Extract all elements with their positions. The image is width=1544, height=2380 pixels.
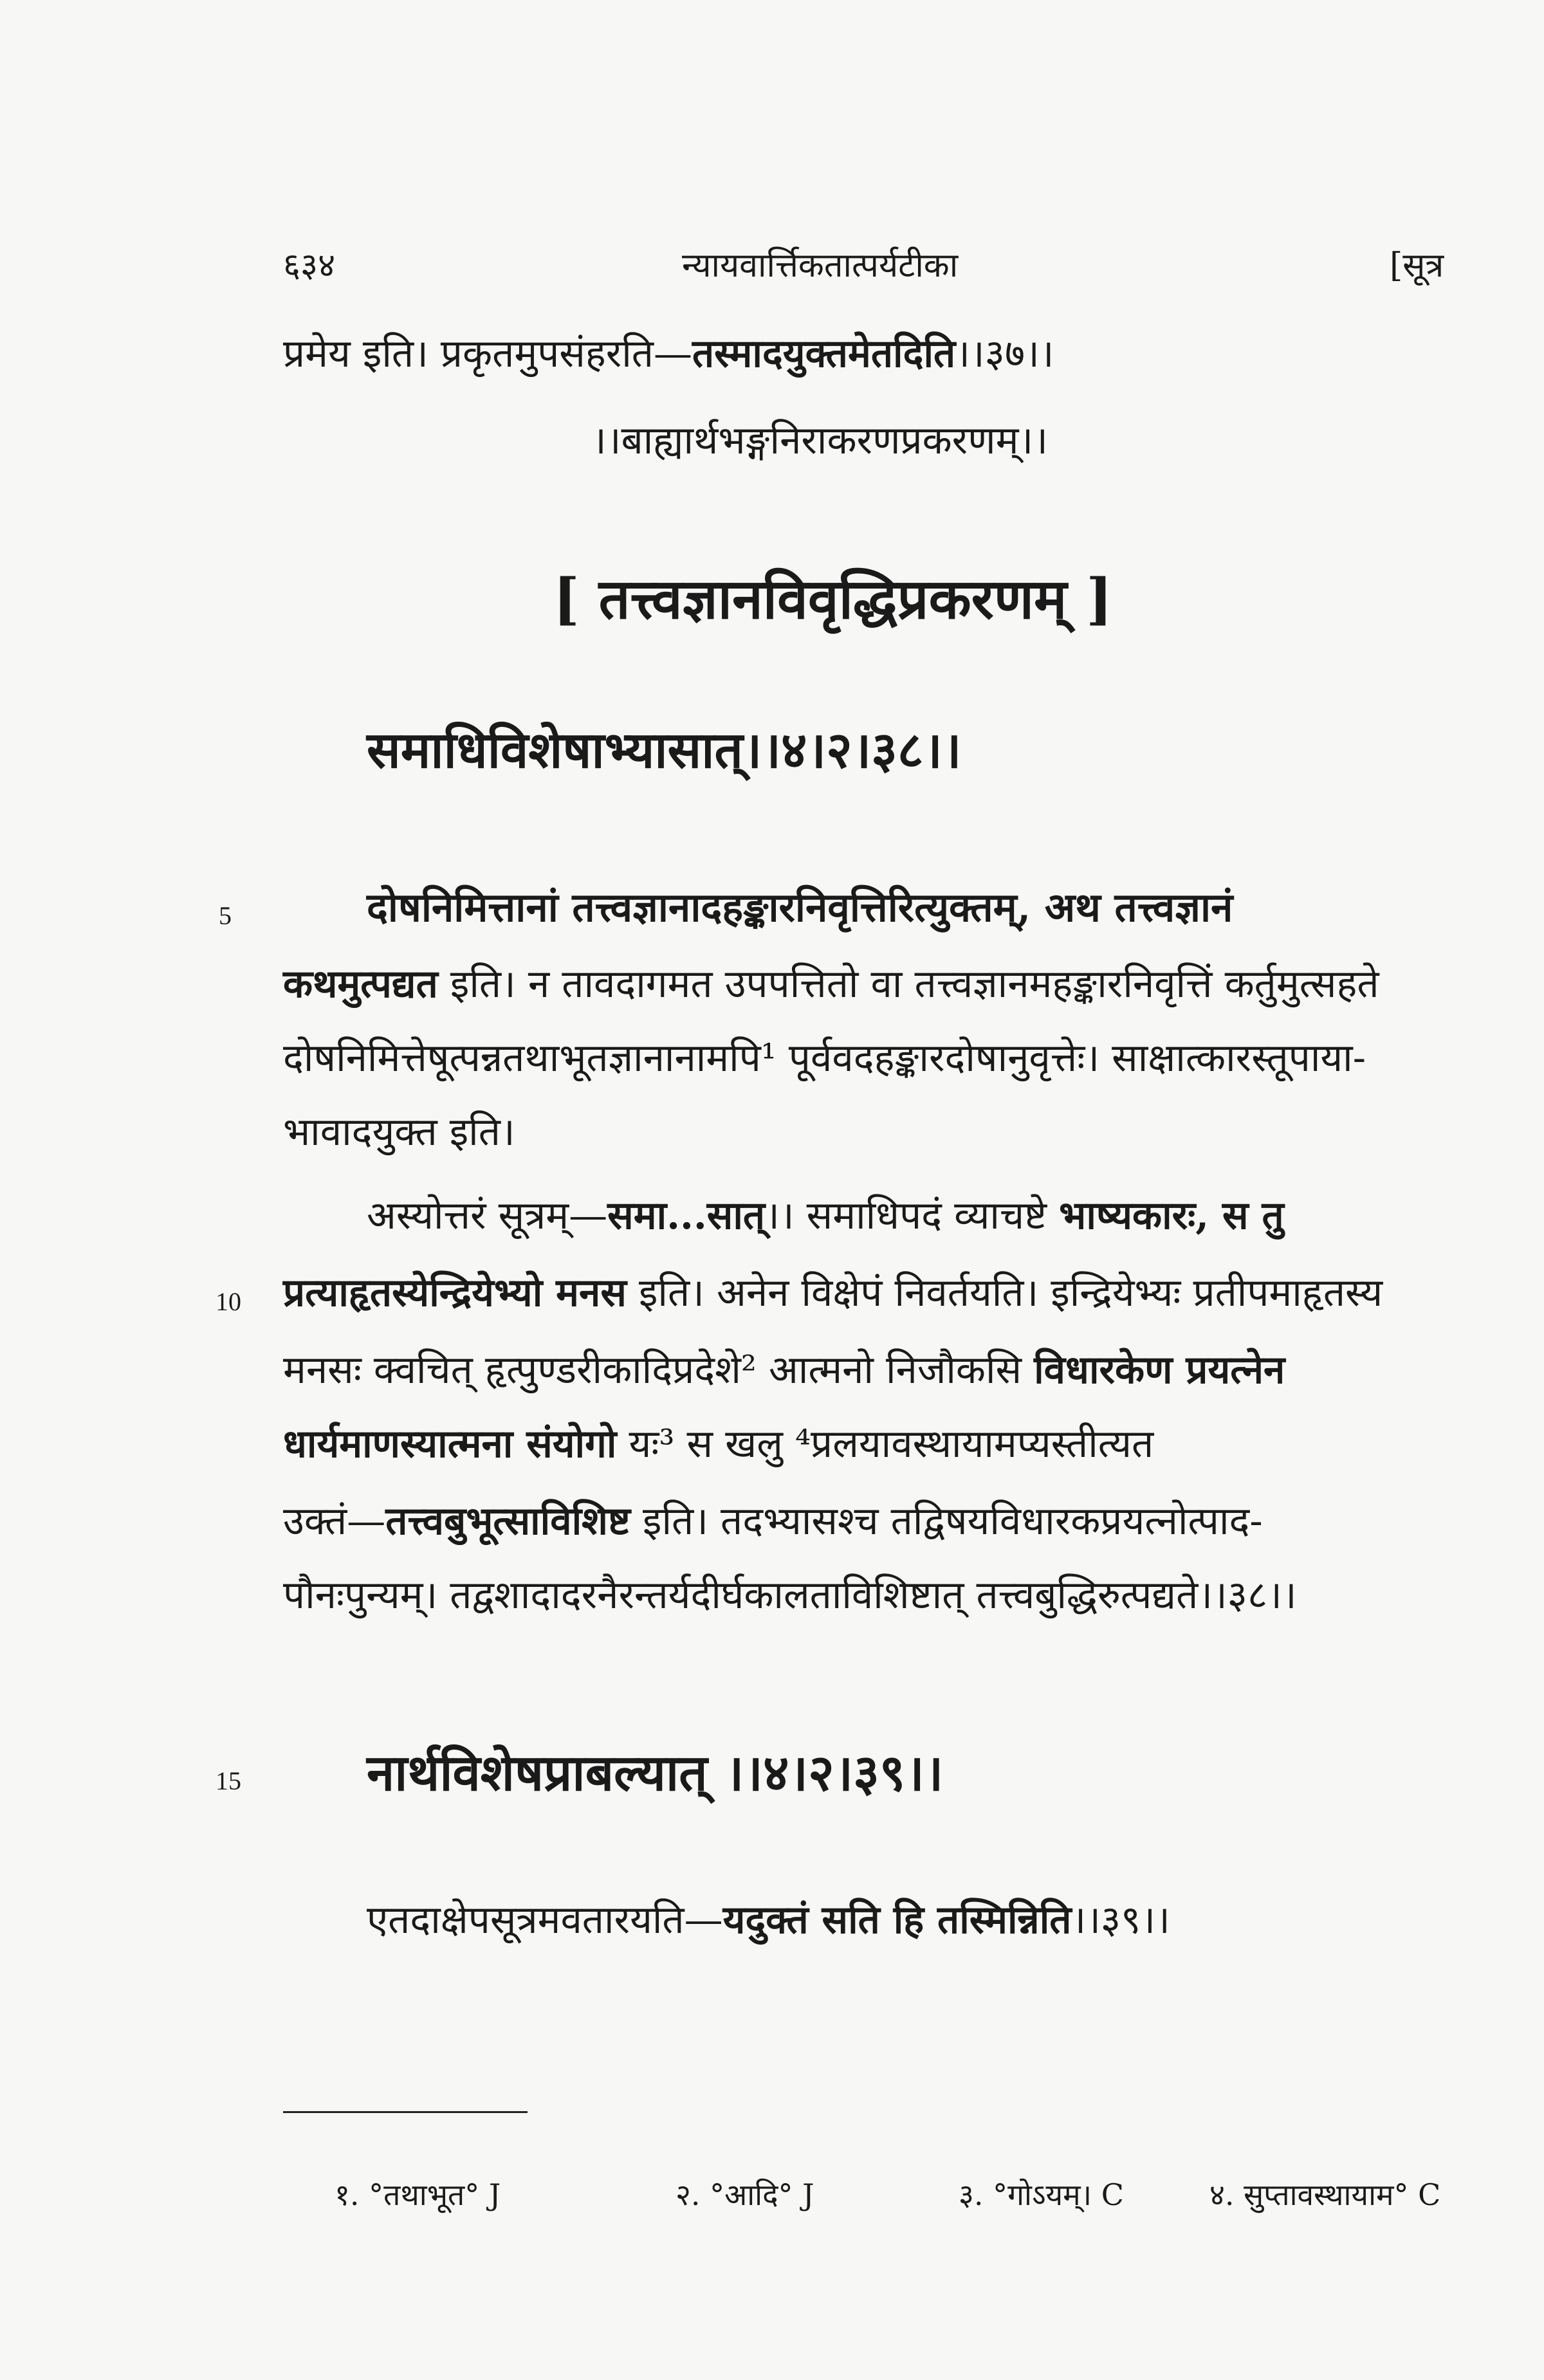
- line-number: 10: [216, 1287, 241, 1316]
- para2-line-5: [283, 1499, 1263, 1544]
- body-line-1: [283, 331, 1054, 376]
- footnote-rule: [283, 2111, 528, 2113]
- para1-line-3: दोषनिमित्तेषूत्पन्नतथाभूतज्ञानानामपि¹ पूर्ववदहङ्कारदोषानुवृत्तेः। साक्षात्कारस्तूपाया-: [283, 1036, 1366, 1081]
- section-mark: [सूत्र: [1390, 246, 1444, 285]
- bold-text: कथमुत्पद्यत: [283, 962, 438, 1007]
- text: उक्तं—: [283, 1499, 386, 1544]
- para1-line-1: दोषनिमित्तानां तत्त्वज्ञानादहङ्कारनिवृत्तिरित्युक्तम्, अथ तत्त्वज्ञानं: [367, 884, 1233, 931]
- bold-text: विधारकेण प्रयत्नेन: [1034, 1348, 1285, 1393]
- text: अस्योत्तरं सूत्रम्—: [367, 1193, 608, 1238]
- text: ।।३७।।: [955, 331, 1054, 376]
- page-number: ६३४: [283, 246, 336, 285]
- sutra-38: समाधिविशेषाभ्यासात्।।४।२।३८।।: [367, 721, 962, 780]
- footnote-2: २. °आदि° J: [676, 2177, 814, 2212]
- para2-line-2: [283, 1270, 1383, 1315]
- text: ।। समाधिपदं व्याचष्टे: [765, 1193, 1060, 1238]
- text: मनसः क्वचित् हृत्पुण्डरीकादिप्रदेशे² आत्मनो निजौकसि: [283, 1348, 1034, 1393]
- line-number: 5: [219, 901, 232, 930]
- bold-text: भाष्यकारः, स तु: [1059, 1193, 1284, 1238]
- body-line-last: [367, 1898, 1170, 1943]
- text: ।।३९।।: [1071, 1898, 1170, 1943]
- bold-text: धार्यमाणस्यात्मना संयोगो: [283, 1422, 617, 1467]
- line-number: 15: [216, 1766, 241, 1795]
- text: इति। अनेन विक्षेपं निवर्तयति। इन्द्रियेभ्यः प्रतीपमाहृतस्य: [626, 1270, 1383, 1315]
- sutra-39: नार्थविशेषप्राबल्यात् ।।४।२।३९।।: [367, 1744, 944, 1802]
- para2-line-1: [367, 1193, 1284, 1238]
- bold-text: प्रत्याहृतस्येन्द्रियेभ्यो मनस: [283, 1270, 627, 1315]
- bold-text: यदुक्तं सति हि तस्मिन्निति: [722, 1898, 1072, 1943]
- running-title: न्यायवार्त्तिकतात्पर्यटीका: [682, 246, 959, 285]
- bold-text: तस्मादयुक्तमेतदिति: [692, 331, 956, 376]
- section-title: [ तत्त्वज्ञानविवृद्धिप्रकरणम् ]: [553, 567, 1113, 632]
- footnote-1: १. °तथाभूत° J: [335, 2177, 501, 2212]
- text: यः³ स खलु ⁴प्रलयावस्थायामप्यस्तीत्यत: [616, 1422, 1154, 1467]
- footnote-3: ३. °गोऽयम्। C: [959, 2177, 1124, 2212]
- text: प्रमेय इति। प्रकृतमुपसंहरति—: [283, 331, 692, 376]
- para1-line-4: भावादयुक्त इति।: [283, 1110, 515, 1155]
- bold-text: तत्त्वबुभूत्साविशिष्ट: [385, 1499, 630, 1544]
- colophon: ।।बाह्यार्थभङ्गनिराकरणप्रकरणम्।।: [592, 418, 1048, 463]
- para2-line-4: [283, 1422, 1154, 1467]
- text: इति। तदभ्यासश्च तद्विषयविधारकप्रयत्नोत्पाद-: [630, 1499, 1263, 1544]
- bold-text: समा...सात्: [607, 1193, 766, 1238]
- footnote-4: ४. सुप्तावस्थायाम° C: [1209, 2177, 1441, 2212]
- para2-line-3: [283, 1348, 1285, 1393]
- text: एतदाक्षेपसूत्रमवतारयति—: [367, 1898, 723, 1943]
- para2-line-6: पौनःपुन्यम्। तद्वशादादरनैरन्तर्यदीर्घकालताविशिष्टात् तत्त्वबुद्धिरुत्पद्यते।।३८।।: [283, 1573, 1297, 1618]
- text: इति। न तावदागमत उपपत्तितो वा तत्त्वज्ञानमहङ्कारनिवृत्तिं कर्तुमुत्सहते: [437, 962, 1379, 1007]
- para1-line-2: [283, 962, 1379, 1007]
